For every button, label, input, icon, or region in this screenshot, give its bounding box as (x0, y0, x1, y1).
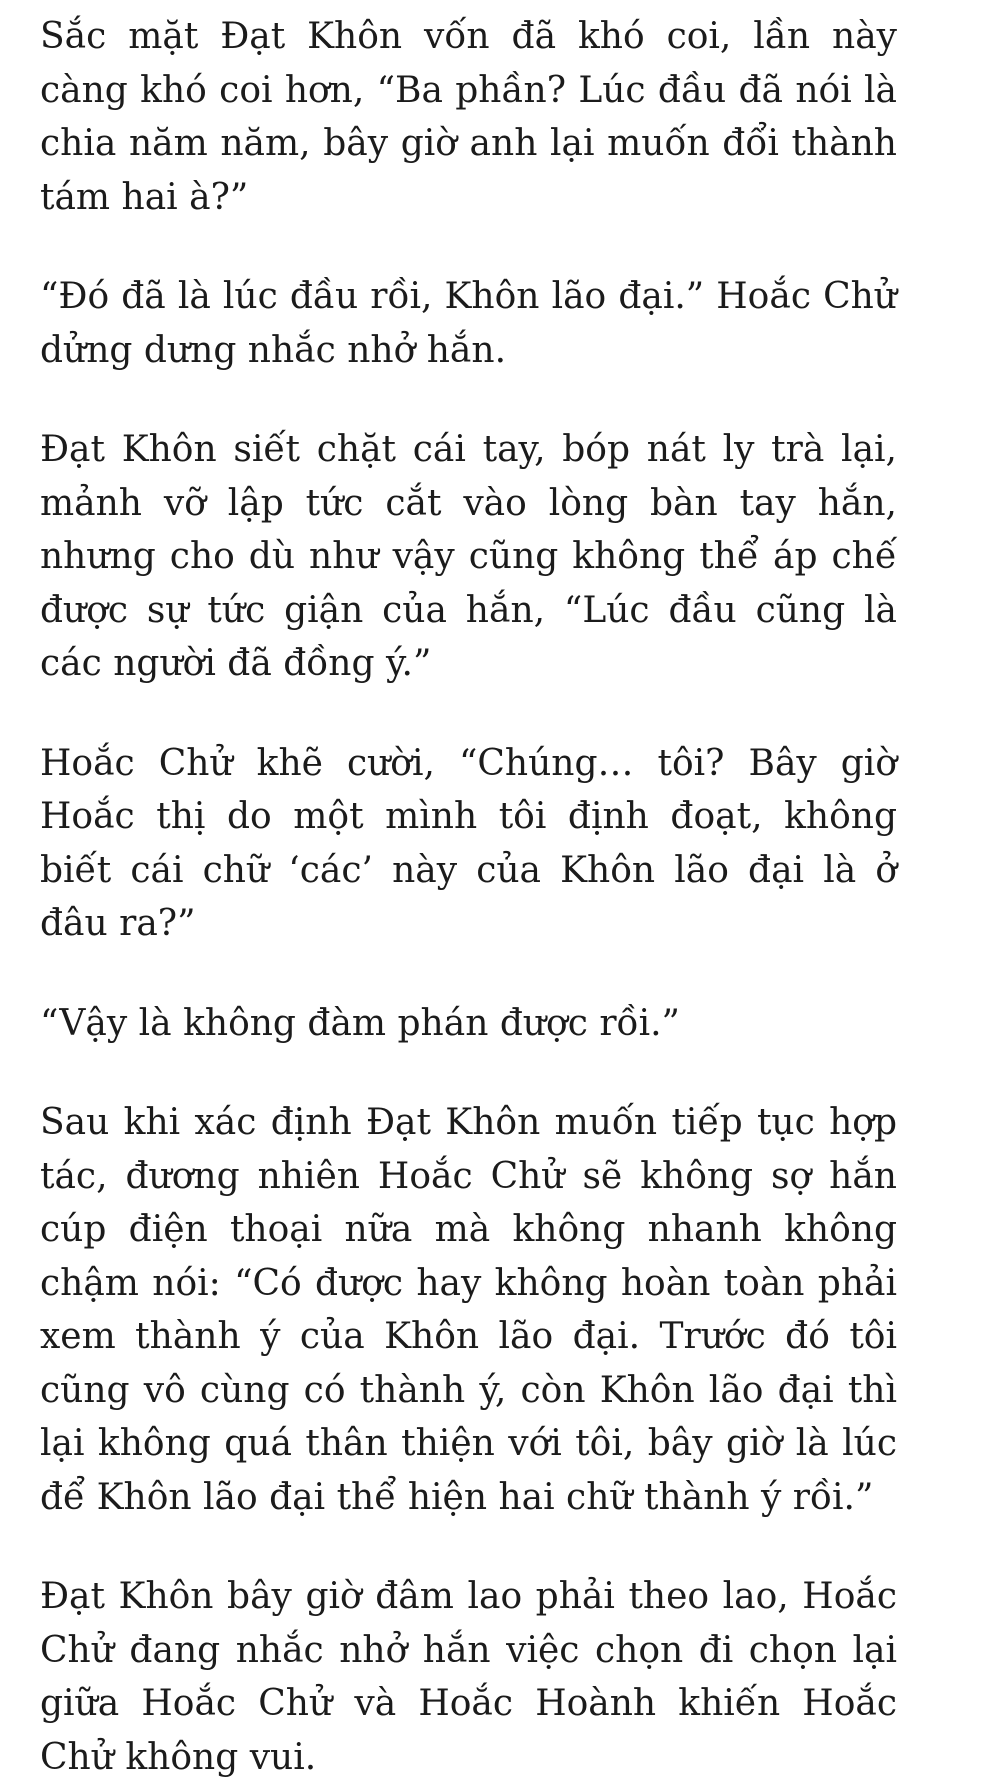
paragraph: Hoắc Chử khẽ cười, “Chúng… tôi? Bây giờ Hoắc thị do một mình tôi định đoạt, không biết cái chữ ‘các’ này của Khôn lão đại là ở đâu ra?” (40, 742, 897, 944)
paragraph: Đạt Khôn bây giờ đâm lao phải theo lao, Hoắc Chử đang nhắc nhở hắn việc chọn đi chọn lại giữa Hoắc Chử và Hoắc Hoành khiến Hoắc Chử không vui. (40, 1576, 897, 1778)
document-body (40, 0, 897, 1784)
paragraph: “Đó đã là lúc đầu rồi, Khôn lão đại.” Hoắc Chử dửng dưng nhắc nhở hắn. (40, 276, 897, 371)
paragraph: Sắc mặt Đạt Khôn vốn đã khó coi, lần này càng khó coi hơn, “Ba phần? Lúc đầu đã nói là chia năm năm, bây giờ anh lại muốn đổi thành tám hai à?” (40, 16, 897, 218)
paragraph: Đạt Khôn siết chặt cái tay, bóp nát ly trà lại, mảnh vỡ lập tức cắt vào lòng bàn tay hắn, nhưng cho dù như vậy cũng không thể áp chế được sự tức giận của hắn, “Lúc đầu cũng là các người đã đồng ý.” (40, 429, 897, 684)
paragraph: Sau khi xác định Đạt Khôn muốn tiếp tục hợp tác, đương nhiên Hoắc Chử sẽ không sợ hắn cúp điện thoại nữa mà không nhanh không chậm nói: “Có được hay không hoàn toàn phải xem thành ý của Khôn lão đại. Trước đó tôi cũng vô cùng có thành ý, còn Khôn lão đại thì lại không quá thân thiện với tôi, bây giờ là lúc để Khôn lão đại thể hiện hai chữ thành ý rồi.” (40, 1102, 897, 1518)
paragraph: “Vậy là không đàm phán được rồi.” (40, 1002, 680, 1044)
